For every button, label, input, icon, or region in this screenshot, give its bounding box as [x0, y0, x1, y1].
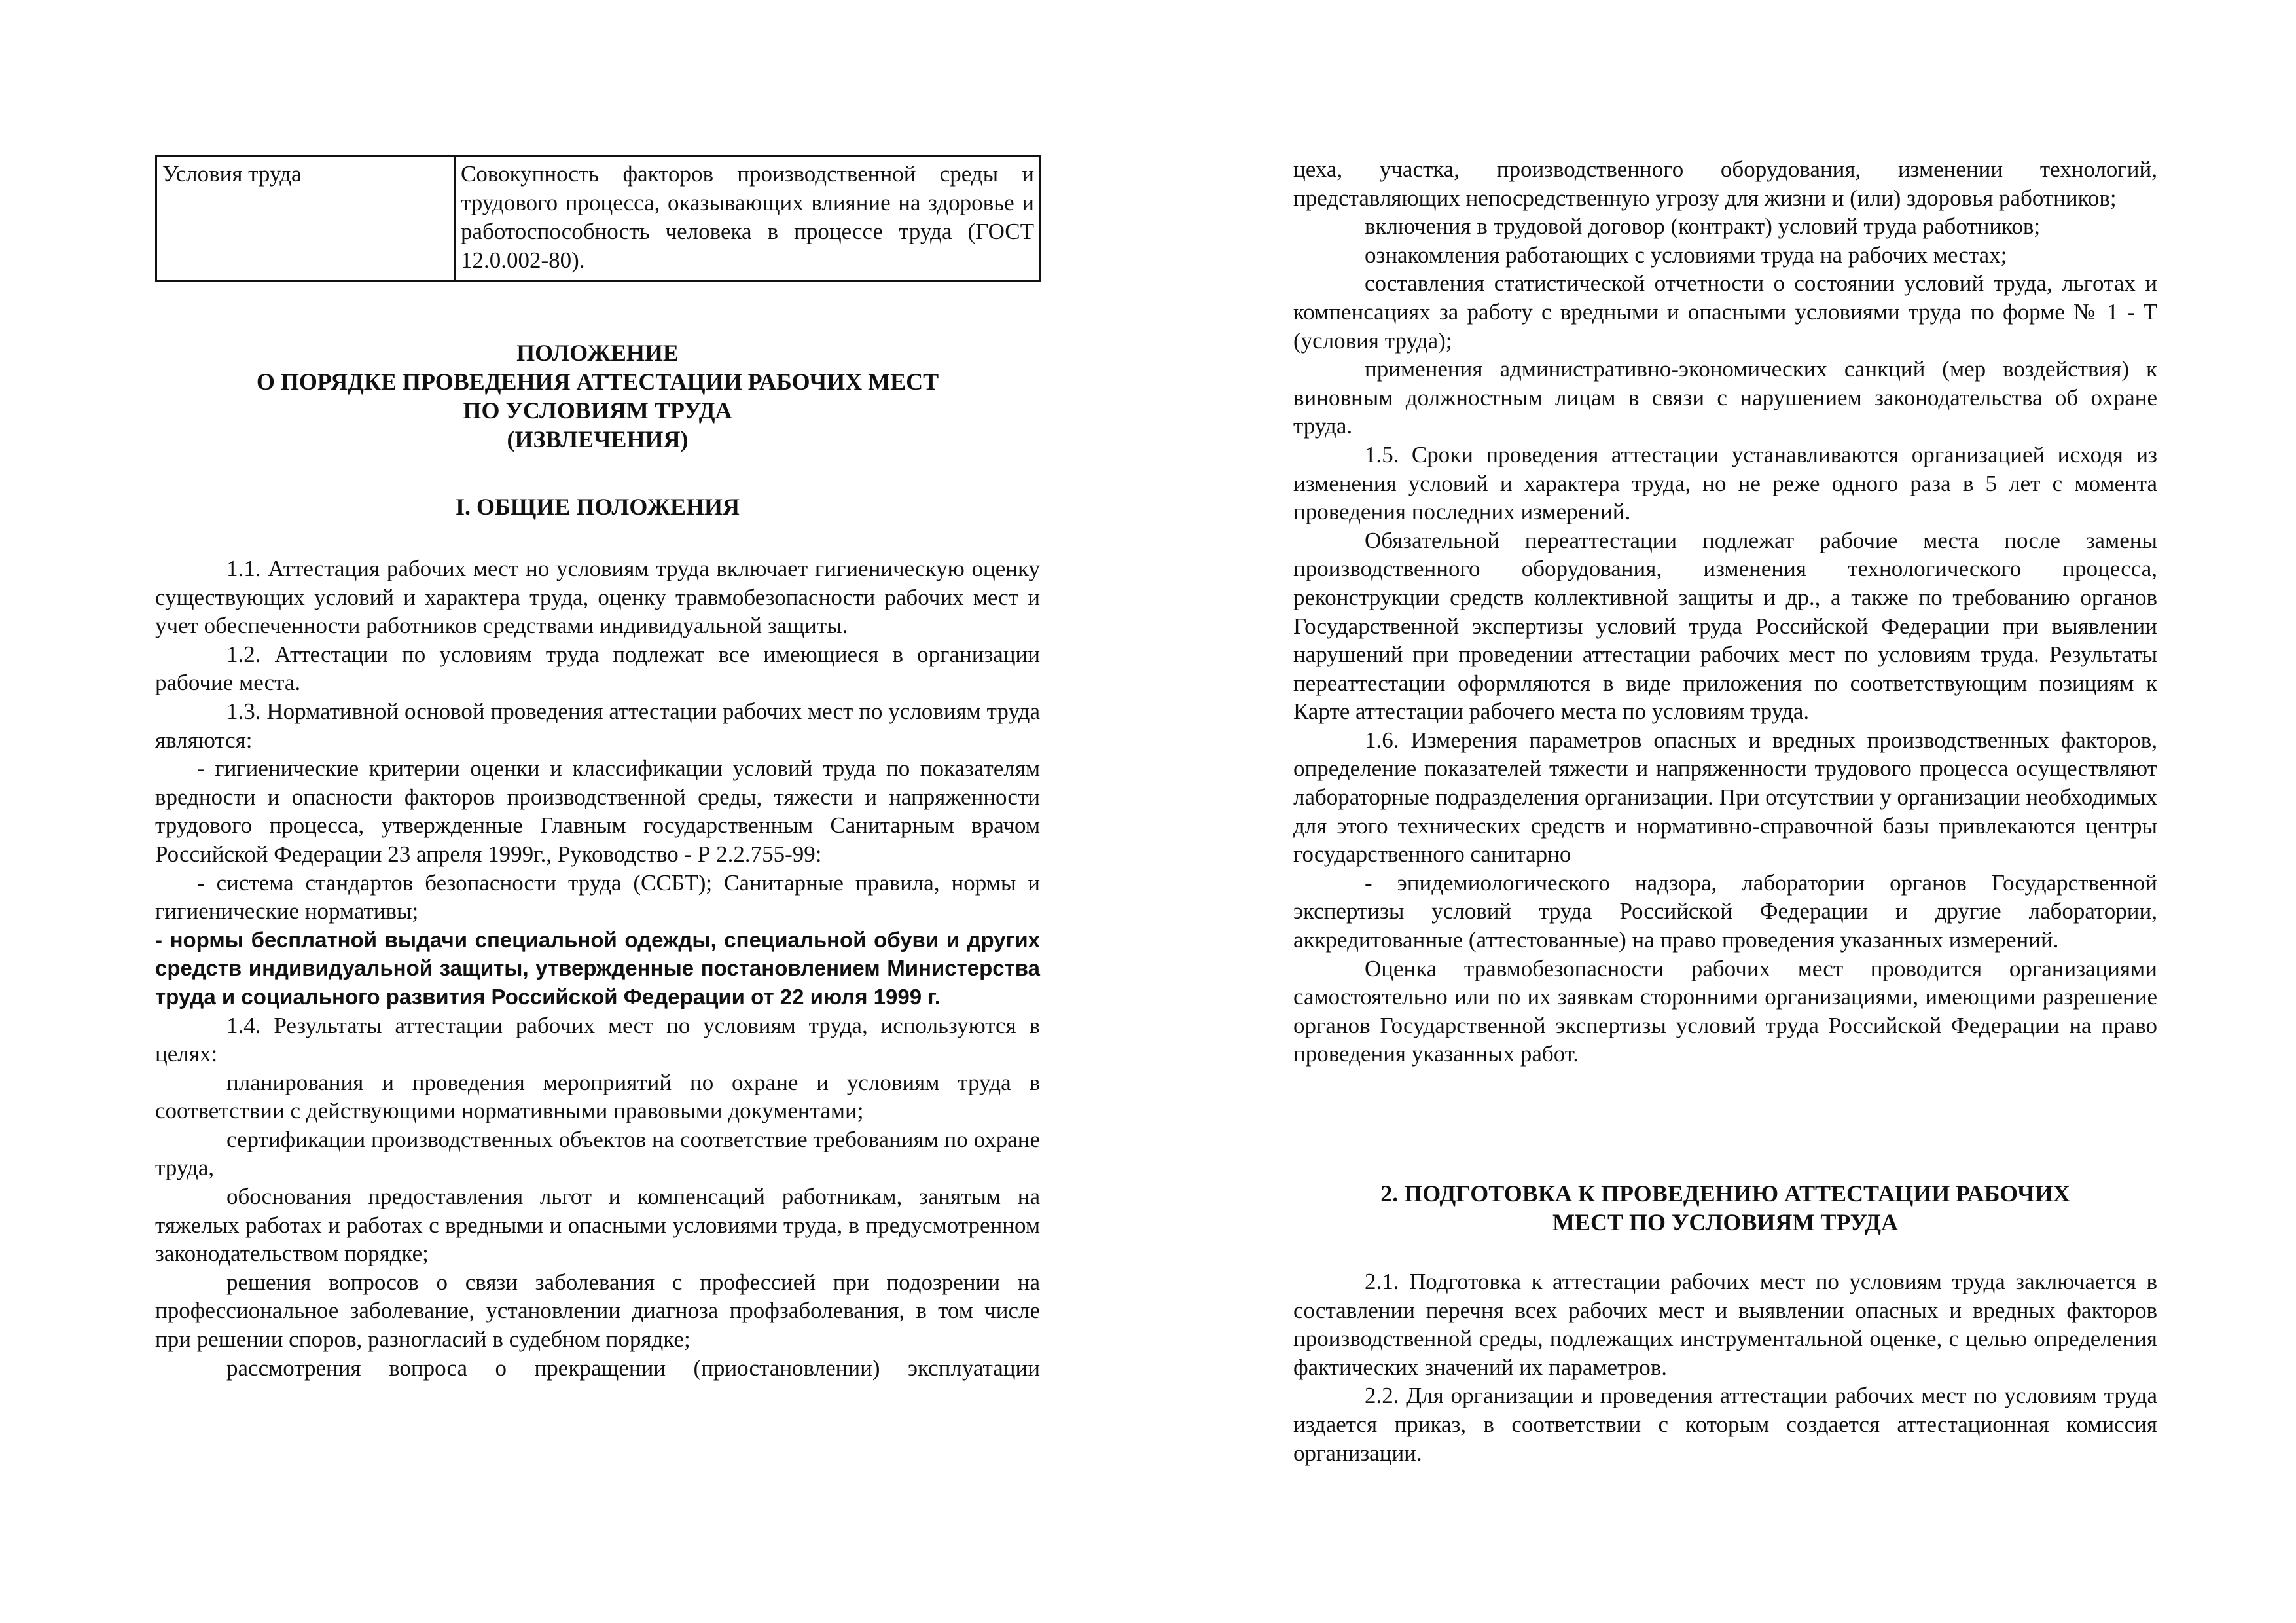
- table-cell-term: Условия труда: [156, 156, 455, 282]
- paragraph: 1.2. Аттестации по условиям труда подлежат все имеющиеся в организации рабочие места.: [155, 641, 1040, 696]
- list-item: сертификации производственных объектов на соответствие требованиям по охране труда,: [155, 1126, 1040, 1181]
- table-cell-definition: Совокупность факторов производственной среды и трудового процесса, оказывающих влияние на здоровье и работоспособность человека в процессе труда (ГОСТ 12.0.002-80).: [455, 156, 1041, 282]
- title-line: ПОЛОЖЕНИЕ: [516, 340, 679, 366]
- paragraph: 2.1. Подготовка к аттестации рабочих мест по условиям труда заключается в составлении перечня всех рабочих мест и выявлении опасных и вредных факторов производственной среды, подлежащих инструментальной оценке, с целью определения фактических значений их параметров.: [1293, 1269, 2157, 1380]
- paragraph: цеха, участка, производственного оборудования, изменении технологий, представляющих непосредственную угрозу для жизни и (или) здоровья работников;: [1293, 156, 2157, 211]
- paragraph: 1.1. Аттестация рабочих мест но условиям труда включает гигиеническую оценку существующих условий и характера труда, оценку травмобезопасности рабочих мест и учет обеспеченности работников средствами индивидуальной защиты.: [155, 556, 1040, 639]
- list-item: рассмотрения вопроса о прекращении (приостановлении) эксплуатации: [226, 1355, 1040, 1381]
- section-2-heading-line: МЕСТ ПО УСЛОВИЯМ ТРУДА: [1552, 1209, 1898, 1235]
- list-item: - система стандартов безопасности труда (ССБТ); Санитарные правила, нормы и гигиенические нормативы;: [155, 869, 1040, 924]
- section-2-heading: [1293, 1179, 2157, 1237]
- paragraph: 1.3. Нормативной основой проведения аттестации рабочих мест по условиям труда являются:: [155, 698, 1040, 753]
- list-item: решения вопросов о связи заболевания с профессией при подозрении на профессиональное заболевание, установлении диагноза профзаболевания, в том числе при решении споров, разногласий в судебном порядке;: [155, 1269, 1040, 1353]
- list-item: - гигиенические критерии оценки и классификации условий труда по показателям вредности и опасности факторов производственной среды, тяжести и напряженности трудового процесса, утвержденные Главным государственным Санитарным врачом Российской Федерации 23 апреля 1999г., Руководство - Р 2.2.755-99:: [155, 756, 1040, 867]
- list-item: включения в трудовой договор (контракт) условий труда работников;: [1365, 213, 2041, 240]
- list-item: составления статистической отчетности о состоянии условий труда, льготах и компенсациях за работу с вредными и опасными условиями труда по форме № 1 - Т (условия труда);: [1293, 270, 2157, 354]
- list-item: применения административно-экономических санкций (мер воздействия) к виновным должностным лицам в связи с нарушением законодательства об охране труда.: [1293, 356, 2157, 439]
- paragraph: 1.4. Результаты аттестации рабочих мест по условиям труда, используются в целях:: [155, 1012, 1040, 1067]
- section-2-heading-line: 2. ПОДГОТОВКА К ПРОВЕДЕНИЮ АТТЕСТАЦИИ РАБОЧИХ: [1380, 1180, 2070, 1207]
- document-title: [155, 338, 1040, 454]
- right-body-text: [1293, 155, 2157, 1068]
- list-item: обоснования предоставления льгот и компенсаций работникам, занятым на тяжелых работах и работах с вредными и опасными условиями труда, в предусмотренном законодательством порядке;: [155, 1184, 1040, 1267]
- section-2-body: [1293, 1267, 2157, 1467]
- list-item-bold: - нормы бесплатной выдачи специальной одежды, специальной обуви и других средств индивидуальной защиты, утвержденные постановлением Министерства труда и социального развития Российской Федерации от 22 июля 1999 г.: [155, 927, 1040, 1009]
- section-1-heading: I. ОБЩИЕ ПОЛОЖЕНИЯ: [455, 494, 740, 520]
- left-body-text: [155, 555, 1040, 1382]
- paragraph: Обязательной переаттестации подлежат рабочие места после замены производственного оборудования, изменения технологического процесса, реконструкции средств коллективной защиты и др., а также по требованию органов Государственной экспертизы условий труда Российской Федерации при выявлении нарушений при проведении аттестации рабочих мест по условиям труда. Результаты переаттестации оформляются в виде приложения по соответствующим позициям к Карте аттестации рабочего места по условиям труда.: [1293, 527, 2157, 725]
- paragraph: Оценка травмобезопасности рабочих мест проводится организациями самостоятельно или по их заявкам сторонними организациями, имеющими разрешение органов Государственной экспертизы условий труда Российской Федерации на право проведения указанных работ.: [1293, 955, 2157, 1067]
- definition-table: [155, 155, 1041, 282]
- paragraph: - эпидемиологического надзора, лаборатории органов Государственной экспертизы условий труда Российской Федерации и другие лаборатории, аккредитованные (аттестованные) на право проведения указанных измерений.: [1293, 869, 2157, 953]
- title-line: О ПОРЯДКЕ ПРОВЕДЕНИЯ АТТЕСТАЦИИ РАБОЧИХ МЕСТ: [256, 369, 939, 395]
- paragraph: 2.2. Для организации и проведения аттестации рабочих мест по условиям труда издается приказ, в соответствии с которым создается аттестационная комиссия организации.: [1293, 1383, 2157, 1466]
- table-row: [156, 156, 1041, 282]
- list-item: планирования и проведения мероприятий по охране и условиям труда в соответствии с действующими нормативными правовыми документами;: [155, 1069, 1040, 1124]
- title-line: (ИЗВЛЕЧЕНИЯ): [507, 426, 689, 452]
- paragraph: 1.5. Сроки проведения аттестации устанавливаются организацией исходя из изменения условий и характера труда, но не реже одного раза в 5 лет с момента проведения последних измерений.: [1293, 441, 2157, 525]
- list-item: ознакомления работающих с условиями труда на рабочих местах;: [1365, 242, 2007, 268]
- paragraph: 1.6. Измерения параметров опасных и вредных производственных факторов, определение показателей тяжести и напряженности трудового процесса осуществляют лабораторные подразделения организации. При отсутствии у организации необходимых для этого технических средств и нормативно-справочной базы привлекаются центры государственного санитарно: [1293, 727, 2157, 867]
- title-line: ПО УСЛОВИЯМ ТРУДА: [463, 397, 732, 424]
